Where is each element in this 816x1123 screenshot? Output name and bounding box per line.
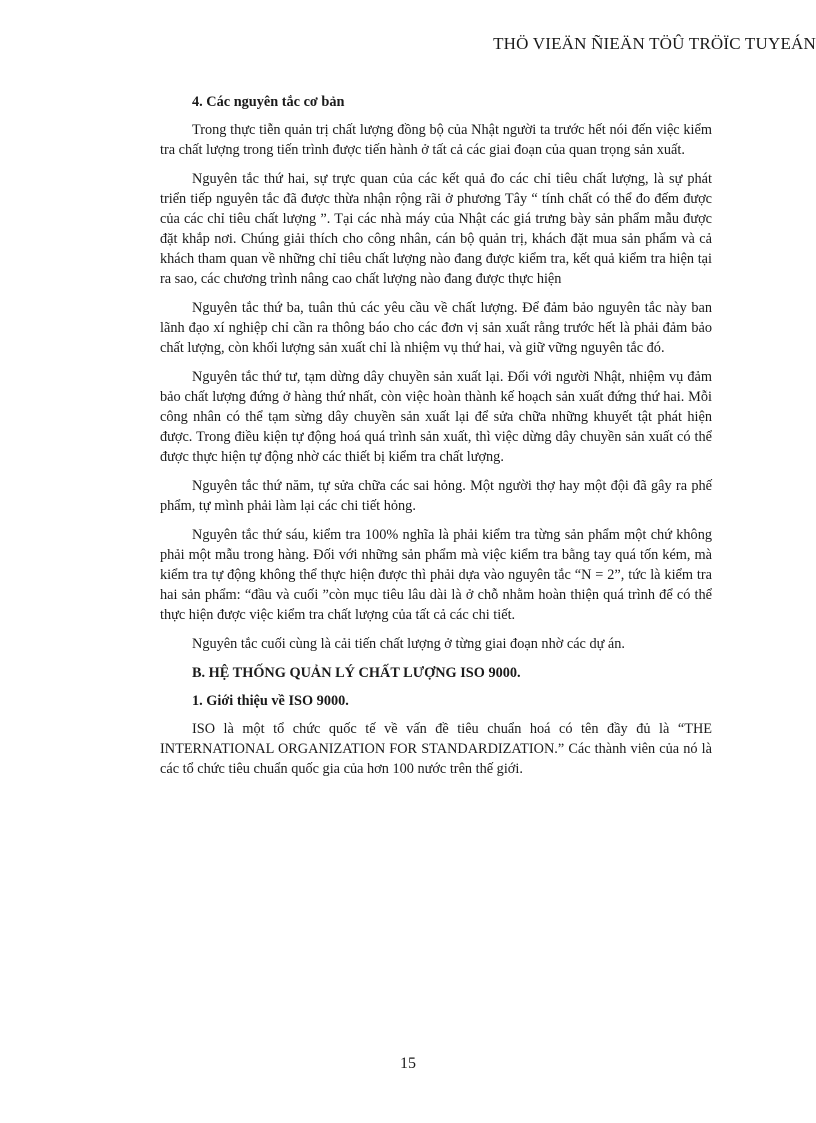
paragraph-principle-4: Nguyên tắc thứ tư, tạm dừng dây chuyền sản xuất lại. Đối với người Nhật, nhiệm vụ đảm bảo chất lượng đứng ở hàng thứ nhất, còn việc hoàn thành kế hoạch sản xuất đứng thứ hai. Mỗi công nhân có thể tạm sừng dây chuyền sản xuất lại để sửa chữa những khuyết tật phát hiện được. Trong điều kiện tự động hoá quá trình sản xuất, thì việc dừng dây chuyền sản xuất có thể được thực hiện tự động nhờ các thiết bị kiểm tra chất lượng. — [160, 369, 712, 465]
document-body — [160, 92, 712, 788]
paragraph-intro: Trong thực tiễn quản trị chất lượng đồng bộ của Nhật người ta trước hết nói đến việc kiểm tra chất lượng trong tiến trình được tiến hành ở tất cả các giai đoạn của quan trọng sản xuất. — [160, 122, 712, 158]
running-header: THÖ VIEÄN ÑIEÄN TÖÛ TRÖÏC TUYEÁN — [493, 34, 816, 53]
paragraph-principle-2: Nguyên tắc thứ hai, sự trực quan của các kết quả đo các chỉ tiêu chất lượng, là sự phát triển tiếp nguyên tắc đã được thừa nhận rộng rãi ở phương Tây “ tính chất có thể đo đếm được của các chỉ tiêu chất lượng ”. Tại các nhà máy của Nhật các giá trưng bày sản phẩm mẫu được đặt khắp nơi. Chúng giải thích cho công nhân, cán bộ quản trị, khách đặt mua sản phẩm và cả khách tham quan về những chỉ tiêu chất lượng nào đang được kiểm tra, kết quả kiểm tra hiện tại ra sao, các chương trình nâng cao chất lượng nào đang được thực hiện — [160, 171, 712, 287]
paragraph-final-principle: Nguyên tắc cuối cùng là cải tiến chất lượng ở từng giai đoạn nhờ các dự án. — [192, 636, 625, 652]
page-number: 15 — [400, 1055, 416, 1072]
subsection-heading-iso-intro: 1. Giới thiệu về ISO 9000. — [192, 693, 349, 709]
section-heading-iso: B. HỆ THỐNG QUẢN LÝ CHẤT LƯỢNG ISO 9000. — [192, 665, 521, 681]
section-heading-principles: 4. Các nguyên tắc cơ bản — [192, 94, 345, 110]
paragraph-iso-intro: ISO là một tổ chức quốc tế về vấn đề tiêu chuẩn hoá có tên đầy đủ là “THE INTERNATIONAL ORGANIZATION FOR STANDARDIZATION.” Các thành viên của nó là các tổ chức tiêu chuẩn quốc gia của hơn 100 nước trên thế giới. — [160, 721, 712, 777]
paragraph-principle-6: Nguyên tắc thứ sáu, kiểm tra 100% nghĩa là phải kiểm tra từng sản phẩm một chứ không phải một mẫu trong hàng. Đối với những sản phẩm mà việc kiểm tra bằng tay quá tốn kém, mà kiểm tra tự động không thể thực hiện được thì phải dựa vào nguyên tắc “N = 2”, tức là kiểm tra hai sản phẩm: “đầu và cuối ”còn mục tiêu lâu dài là ở chỗ nhằm hoàn thiện quá trình để có thể thực hiện được việc kiểm tra chất lượng của tất cả các chi tiết. — [160, 527, 712, 623]
paragraph-principle-3: Nguyên tắc thứ ba, tuân thủ các yêu cầu về chất lượng. Để đảm bảo nguyên tắc này ban lãnh đạo xí nghiệp chỉ cần ra thông báo cho các đơn vị sản xuất rằng trước hết là phải đảm bảo chất lượng, còn khối lượng sản xuất chỉ là nhiệm vụ thứ hai, và giữ vững nguyên tắc đó. — [160, 300, 712, 356]
paragraph-principle-5: Nguyên tắc thứ năm, tự sửa chữa các sai hỏng. Một người thợ hay một đội đã gây ra phế phẩm, tự mình phải làm lại các chi tiết hỏng. — [160, 478, 712, 514]
